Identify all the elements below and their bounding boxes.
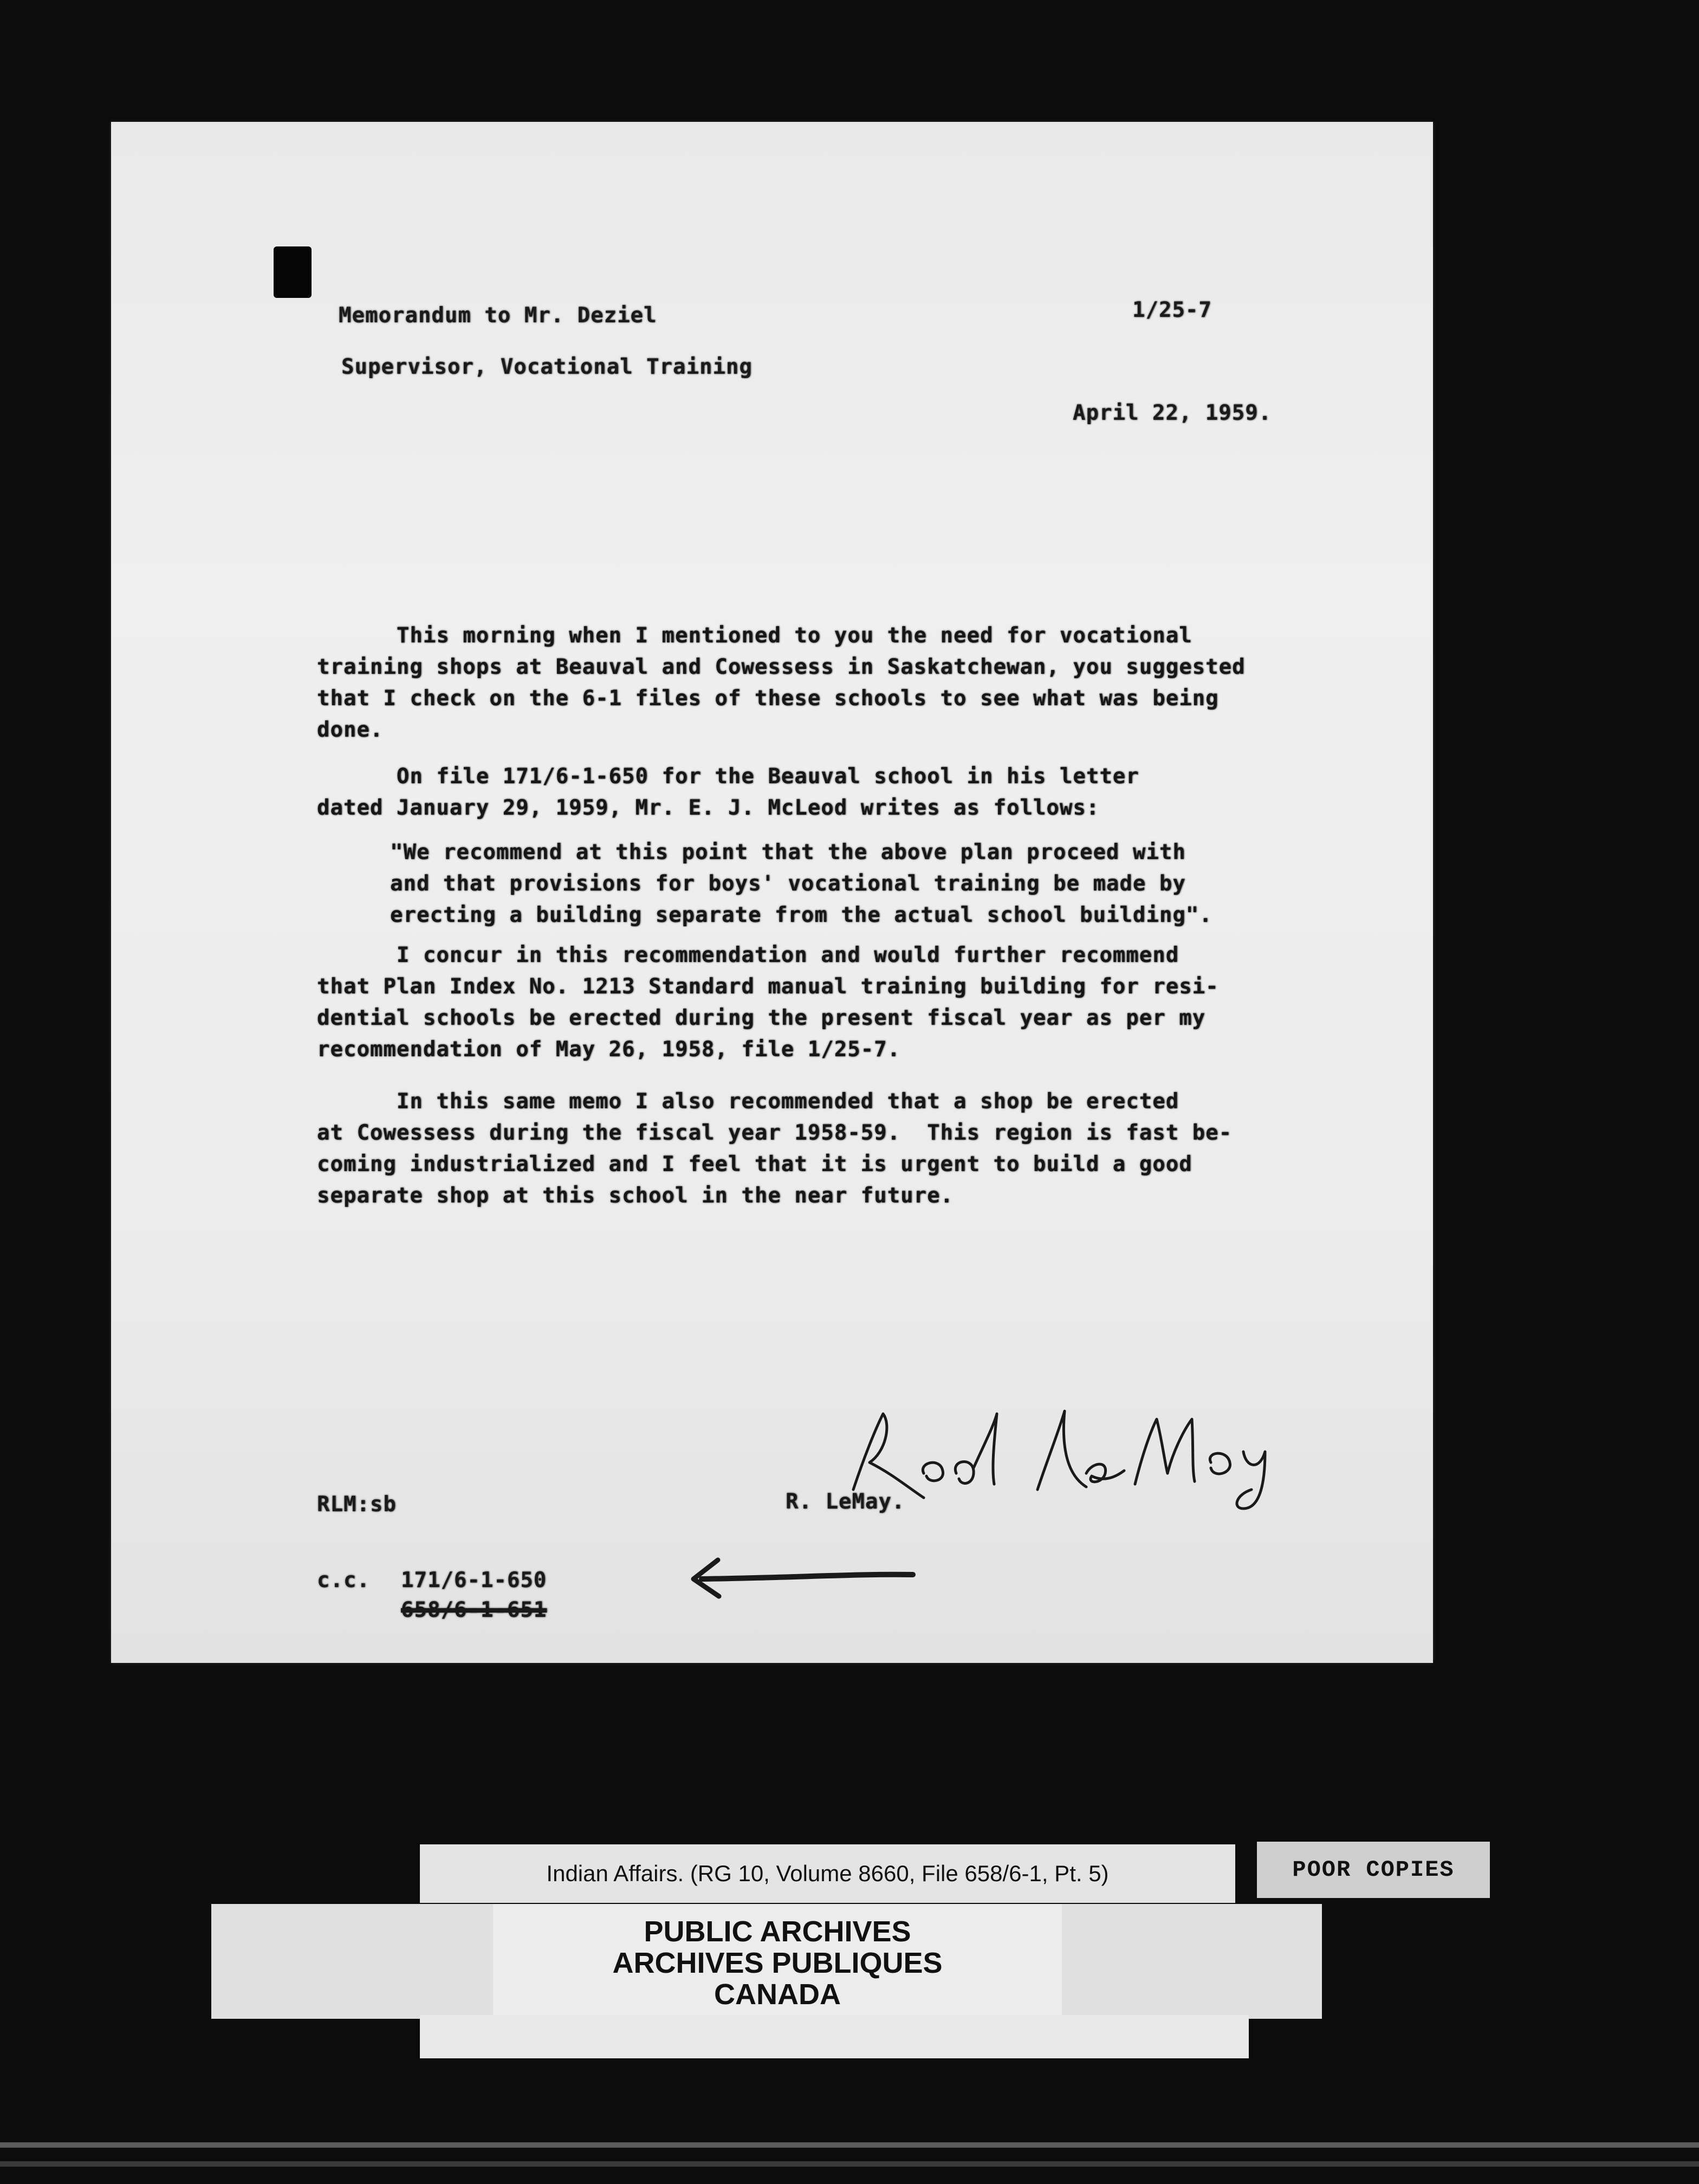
paragraph-3-line: I concur in this recommendation and would further recommend: [317, 943, 1179, 967]
paragraph-3-line: recommendation of May 26, 1958, file 1/25-7.: [317, 1037, 901, 1062]
label-backing-strip: [420, 2015, 1249, 2058]
memo-to-line: Memorandum to Mr. Deziel: [339, 303, 657, 328]
archives-stamp-text: [493, 1916, 1062, 2010]
paragraph-4-line: separate shop at this school in the near future.: [317, 1184, 954, 1208]
cc-file: 171/6-1-650: [401, 1568, 547, 1592]
paragraph-4-line: at Cowessess during the fiscal year 1958-59. This region is fast be-: [317, 1121, 1233, 1145]
paragraph-3-line: dential schools be erected during the present fiscal year as per my: [317, 1006, 1206, 1030]
archive-reference-text: Indian Affairs. (RG 10, Volume 8660, File 658/6-1, Pt. 5): [546, 1861, 1109, 1886]
paragraph-4-line: In this same memo I also recommended that a shop be erected: [317, 1089, 1179, 1114]
memo-page: [111, 122, 1433, 1663]
quote-line: erecting a building separate from the actual school building".: [390, 903, 1212, 927]
archives-stamp: [211, 1904, 1322, 2019]
paragraph-1-line: training shops at Beauval and Cowessess in Saskatchewan, you suggested: [317, 655, 1246, 679]
memo-title-line: Supervisor, Vocational Training: [341, 355, 753, 379]
paragraph-1: [317, 620, 1246, 746]
typed-signature-name: R. LeMay.: [786, 1490, 905, 1514]
paragraph-2: [317, 761, 1139, 824]
archive-reference-label: [420, 1844, 1235, 1903]
arrow-annotation: [680, 1552, 918, 1601]
paragraph-3-line: that Plan Index No. 1213 Standard manual training building for resi-: [317, 974, 1219, 999]
quote-line: "We recommend at this point that the above plan proceed with: [390, 840, 1186, 864]
memo-file-ref: 1/25-7: [1132, 298, 1212, 322]
paragraph-3: [317, 940, 1219, 1065]
film-edge-line: [0, 2142, 1699, 2148]
paragraph-2-line: dated January 29, 1959, Mr. E. J. McLeod writes as follows:: [317, 796, 1100, 820]
archives-line-3: CANADA: [714, 1978, 841, 2011]
paragraph-1-line: done.: [317, 718, 384, 742]
film-edge-line: [0, 2161, 1699, 2167]
quoted-passage: [390, 837, 1212, 931]
archives-line-1: PUBLIC ARCHIVES: [644, 1915, 911, 1948]
paragraph-1-line: This morning when I mentioned to you the need for vocational: [317, 623, 1192, 648]
typist-initials: RLM:sb: [317, 1492, 397, 1517]
paragraph-1-line: that I check on the 6-1 files of these schools to see what was being: [317, 686, 1219, 711]
cc-label: c.c.: [317, 1568, 370, 1592]
quote-line: and that provisions for boys' vocational training be made by: [390, 872, 1186, 896]
memo-date: April 22, 1959.: [1073, 401, 1272, 425]
paragraph-2-line: On file 171/6-1-650 for the Beauval school in his letter: [317, 764, 1139, 789]
punch-hole: [274, 246, 312, 298]
paragraph-4: [317, 1086, 1232, 1212]
archives-line-2: ARCHIVES PUBLIQUES: [612, 1947, 943, 1979]
poor-copies-stamp: [1257, 1842, 1490, 1898]
cc-file-struck: 658/6-1-651: [401, 1598, 547, 1622]
poor-copies-text: POOR COPIES: [1292, 1857, 1455, 1883]
paragraph-4-line: coming industrialized and I feel that it is urgent to build a good: [317, 1152, 1192, 1176]
archives-stamp-panel: [493, 1904, 1062, 2019]
